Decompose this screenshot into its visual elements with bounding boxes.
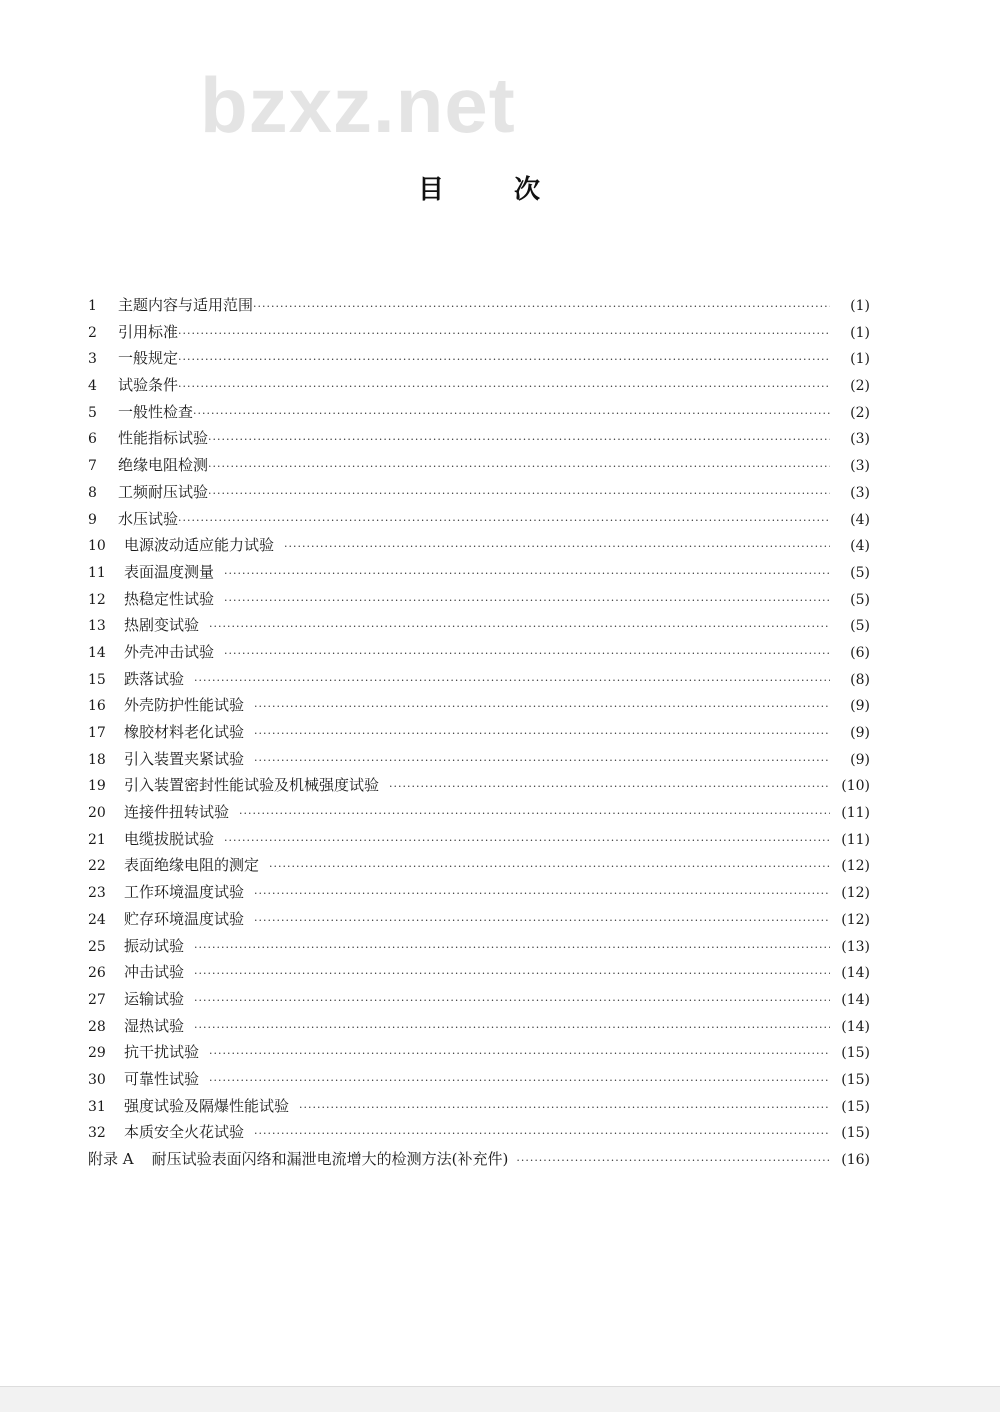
toc-entry[interactable] (88, 294, 870, 321)
toc-entry[interactable] (88, 668, 870, 695)
toc-entry[interactable] (88, 988, 870, 1015)
toc-entry-number: 25 (88, 938, 106, 955)
toc-entry-number: 5 (88, 404, 97, 421)
dot-leader (224, 647, 830, 660)
toc-entry[interactable] (88, 1068, 870, 1095)
toc-entry-page: (4) (850, 538, 870, 555)
toc-entry-title: 连接件扭转试验 (124, 803, 230, 822)
toc-entry-number: 14 (88, 644, 106, 661)
toc-entry-title: 冲击试验 (124, 963, 185, 982)
toc-entry[interactable] (88, 881, 870, 908)
toc-entry-page: (3) (850, 484, 870, 501)
toc-entry-page: (3) (850, 431, 870, 448)
toc-entry-number: 21 (88, 831, 106, 848)
toc-entry-number: 16 (88, 698, 106, 715)
toc-entry[interactable] (88, 534, 870, 561)
dot-leader (178, 380, 830, 393)
toc-entry[interactable] (88, 801, 870, 828)
toc-entry[interactable] (88, 374, 870, 401)
toc-entry-number: 30 (88, 1071, 106, 1088)
toc-entry[interactable] (88, 1121, 870, 1148)
toc-entry-number: 28 (88, 1018, 106, 1035)
dot-leader (208, 460, 830, 473)
toc-entry-number: 10 (88, 538, 106, 555)
toc-entry[interactable] (88, 1041, 870, 1068)
dot-leader (254, 914, 830, 927)
dot-leader (254, 700, 830, 713)
toc-entry[interactable] (88, 588, 870, 615)
toc-entry-page: (13) (841, 938, 870, 955)
toc-entry-number: 27 (88, 991, 106, 1008)
toc-entry-title: 一般规定 (118, 349, 179, 368)
toc-entry-number: 7 (88, 458, 97, 475)
toc-entry-number: 22 (88, 858, 106, 875)
toc-entry[interactable] (88, 481, 870, 508)
toc-entry-page: (4) (850, 511, 870, 528)
toc-entry[interactable] (88, 614, 870, 641)
toc-entry-page: (15) (841, 1071, 870, 1088)
toc-entry[interactable] (88, 1095, 870, 1122)
toc-entry-title: 性能指标试验 (118, 429, 209, 448)
toc-entry-page: (1) (850, 298, 870, 314)
toc-entry-page: (3) (850, 458, 870, 475)
toc-entry-page: (1) (850, 351, 870, 368)
toc-entry-title: 引入装置夹紧试验 (124, 749, 245, 768)
toc-entry-number: 32 (88, 1125, 106, 1142)
dot-leader (224, 834, 830, 847)
toc-entry-page: (14) (841, 965, 870, 982)
toc-entry-title: 本质安全火花试验 (124, 1123, 245, 1142)
toc-entry-title: 热稳定性试验 (124, 589, 215, 608)
toc-entry-number: 11 (88, 564, 106, 581)
toc-entry-title: 运输试验 (124, 989, 185, 1008)
toc-entry-number: 12 (88, 591, 106, 608)
table-of-contents (88, 294, 870, 1175)
toc-entry[interactable] (88, 454, 870, 481)
toc-entry-title: 工频耐压试验 (118, 482, 209, 501)
toc-entry-title: 振动试验 (124, 936, 185, 955)
toc-entry-title: 引用标准 (118, 322, 179, 341)
toc-entry-page: (12) (841, 911, 870, 928)
toc-entry-page: (9) (850, 751, 870, 768)
toc-entry-title: 表面温度测量 (124, 562, 215, 581)
toc-entry-page: (15) (841, 1045, 870, 1062)
toc-entry-title: 抗干扰试验 (124, 1043, 200, 1062)
toc-entry-number: 8 (88, 484, 97, 501)
toc-entry-number: 15 (88, 671, 106, 688)
dot-leader (239, 807, 830, 820)
dot-leader (299, 1101, 830, 1114)
toc-entry-page: (5) (850, 618, 870, 635)
dot-leader (194, 967, 830, 980)
dot-leader (253, 300, 830, 313)
toc-entry-title: 绝缘电阻检测 (118, 456, 209, 475)
toc-entry[interactable] (88, 961, 870, 988)
dot-leader (516, 1154, 830, 1167)
toc-entry-number: 3 (88, 351, 97, 368)
dot-leader (178, 327, 830, 340)
toc-entry-title: 湿热试验 (124, 1016, 185, 1035)
toc-entry-number: 6 (88, 431, 97, 448)
toc-entry-number: 2 (88, 324, 97, 341)
toc-entry-title: 水压试验 (118, 509, 179, 528)
dot-leader (209, 620, 830, 633)
toc-entry-page: (1) (850, 324, 870, 341)
toc-entry-title: 工作环境温度试验 (124, 883, 245, 902)
toc-entry-title: 外壳冲击试验 (124, 642, 215, 661)
toc-entry-page: (11) (841, 831, 870, 848)
toc-entry-page: (11) (841, 805, 870, 822)
toc-entry-page: (5) (850, 591, 870, 608)
toc-entry-number: 1 (88, 298, 97, 314)
toc-entry-title: 主题内容与适用范围 (118, 296, 254, 314)
dot-leader (254, 754, 830, 767)
dot-leader (254, 1127, 830, 1140)
toc-entry-page: (9) (850, 698, 870, 715)
page-title: 目次 (418, 175, 611, 205)
dot-leader (284, 540, 830, 553)
dot-leader (254, 727, 830, 740)
toc-entry-number: 13 (88, 618, 106, 635)
toc-entry-page: (6) (850, 644, 870, 661)
toc-entry-title: 耐压试验表面闪络和漏泄电流增大的检测方法(补充件) (151, 1150, 509, 1168)
toc-entry-title: 可靠性试验 (124, 1069, 200, 1088)
toc-entry-number: 24 (88, 911, 106, 928)
toc-entry[interactable] (88, 748, 870, 775)
toc-entry-number: 18 (88, 751, 106, 768)
toc-entry[interactable] (88, 721, 870, 748)
toc-entry-number: 31 (88, 1098, 106, 1115)
dot-leader (194, 1021, 830, 1034)
toc-entry-number: 23 (88, 885, 106, 902)
toc-entry-title: 表面绝缘电阻的测定 (124, 856, 260, 875)
dot-leader (193, 407, 830, 420)
toc-entry-title: 电缆拔脱试验 (124, 829, 215, 848)
dot-leader (208, 433, 830, 446)
dot-leader (209, 1074, 830, 1087)
toc-entry-page: (9) (850, 725, 870, 741)
toc-entry-title: 贮存环境温度试验 (124, 909, 245, 928)
toc-entry-number: 9 (88, 511, 97, 528)
toc-entry-number: 17 (88, 725, 106, 741)
toc-entry[interactable] (88, 935, 870, 962)
toc-entry-number: 26 (88, 965, 106, 982)
toc-entry[interactable] (88, 401, 870, 428)
dot-leader (194, 941, 830, 954)
toc-entry[interactable] (88, 828, 870, 855)
toc-entry-appendix-a[interactable] (88, 1148, 870, 1175)
toc-entry-title: 热剧变试验 (124, 616, 200, 635)
dot-leader (208, 487, 830, 500)
dot-leader (194, 994, 830, 1007)
toc-entry-number: 附录 A (88, 1150, 134, 1168)
toc-entry-title: 强度试验及隔爆性能试验 (124, 1096, 290, 1115)
toc-entry[interactable] (88, 321, 870, 348)
toc-entry-number: 19 (88, 778, 106, 795)
toc-entry[interactable] (88, 641, 870, 668)
toc-entry-title: 试验条件 (118, 376, 179, 395)
toc-entry-page: (15) (841, 1125, 870, 1142)
toc-entry[interactable] (88, 908, 870, 935)
dot-leader (209, 1047, 830, 1060)
toc-entry-title: 一般性检查 (118, 402, 194, 421)
bottom-scan-edge (0, 1386, 1000, 1412)
toc-entry[interactable] (88, 347, 870, 374)
toc-entry-page: (5) (850, 564, 870, 581)
toc-entry-page: (12) (841, 858, 870, 875)
dot-leader (269, 860, 830, 873)
dot-leader (194, 674, 830, 687)
watermark: bzxz.net (200, 61, 516, 149)
dot-leader (178, 353, 830, 366)
toc-entry-page: (8) (850, 671, 870, 688)
toc-entry-page: (14) (841, 1018, 870, 1035)
toc-entry[interactable] (88, 694, 870, 721)
toc-entry-page: (16) (841, 1152, 870, 1168)
toc-entry-page: (15) (841, 1098, 870, 1115)
toc-entry-page: (10) (841, 778, 870, 795)
toc-entry-title: 外壳防护性能试验 (124, 696, 245, 715)
toc-entry-page: (2) (850, 378, 870, 395)
toc-entry-title: 跌落试验 (124, 669, 185, 688)
toc-entry[interactable] (88, 774, 870, 801)
dot-leader (224, 594, 830, 607)
dot-leader (224, 567, 830, 580)
toc-entry[interactable] (88, 1015, 870, 1042)
dot-leader (254, 887, 830, 900)
toc-entry[interactable] (88, 427, 870, 454)
dot-leader (178, 514, 830, 527)
toc-entry[interactable] (88, 508, 870, 535)
toc-entry-page: (2) (850, 404, 870, 421)
toc-entry-page: (14) (841, 991, 870, 1008)
toc-entry-title: 电源波动适应能力试验 (124, 536, 275, 555)
toc-entry-title: 引入装置密封性能试验及机械强度试验 (124, 776, 380, 795)
toc-entry-number: 20 (88, 805, 106, 822)
toc-entry-title: 橡胶材料老化试验 (124, 723, 245, 741)
toc-entry-number: 29 (88, 1045, 106, 1062)
dot-leader (389, 780, 830, 793)
toc-entry[interactable] (88, 561, 870, 588)
toc-entry-page: (12) (841, 885, 870, 902)
toc-entry-number: 4 (88, 378, 97, 395)
toc-entry[interactable] (88, 854, 870, 881)
